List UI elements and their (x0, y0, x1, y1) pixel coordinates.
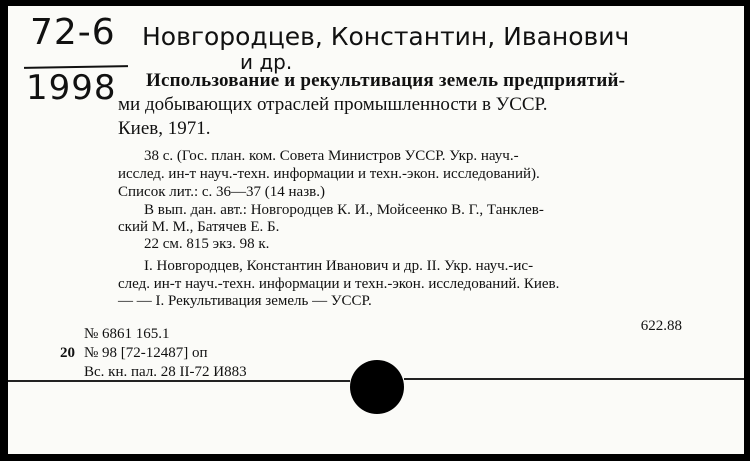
authors-line-1: В вып. дан. авт.: Новгородцев К. И., Мойсеенко В. Г., Танклев- (144, 202, 544, 218)
call-number-bottom: 1998 (26, 68, 117, 108)
format-line: 22 см. 815 экз. 98 к. (144, 236, 270, 252)
record-line-3: Вс. кн. пал. 28 II-72 И883 (84, 364, 247, 380)
subject-line-1: I. Новгородцев, Константин Иванович и др. II. Укр. науч.-ис- (144, 258, 534, 274)
description-line-2: исслед. ин-т науч.-техн. информации и техн.-экон. исследований). (118, 166, 540, 182)
handwritten-author: Новгородцев, Константин, Иванович (142, 22, 630, 51)
title-line-2: ми добывающих отраслей промышленности в УССР. (118, 94, 548, 115)
call-number-top: 72-6 (30, 12, 116, 53)
classification-number: 622.88 (640, 318, 682, 334)
bottom-rule-left (8, 380, 350, 382)
record-line-1: № 6861 165.1 (84, 326, 170, 342)
authors-line-2: ский М. М., Батячев Е. Б. (118, 219, 280, 235)
subject-line-2: след. ин-т науч.-техн. информации и техн.-экон. исследований. Киев. (118, 276, 560, 292)
title-line-3: Киев, 1971. (118, 118, 211, 139)
record-line-2: № 98 [72-12487] оп (84, 345, 208, 361)
record-prefix: 20 (60, 345, 75, 361)
handwritten-extra: и др. (240, 50, 293, 74)
title-line-1: Использование и рекультивация земель предприятий- (146, 70, 626, 91)
bottom-rule-right (404, 378, 744, 380)
description-line-3: Список лит.: с. 36—37 (14 назв.) (118, 184, 325, 200)
subject-line-3: — — I. Рекультивация земель — УССР. (118, 293, 372, 309)
punch-hole (350, 360, 404, 414)
catalog-card (8, 6, 744, 454)
description-line-1: 38 с. (Гос. план. ком. Совета Министров УССР. Укр. науч.- (144, 148, 519, 164)
